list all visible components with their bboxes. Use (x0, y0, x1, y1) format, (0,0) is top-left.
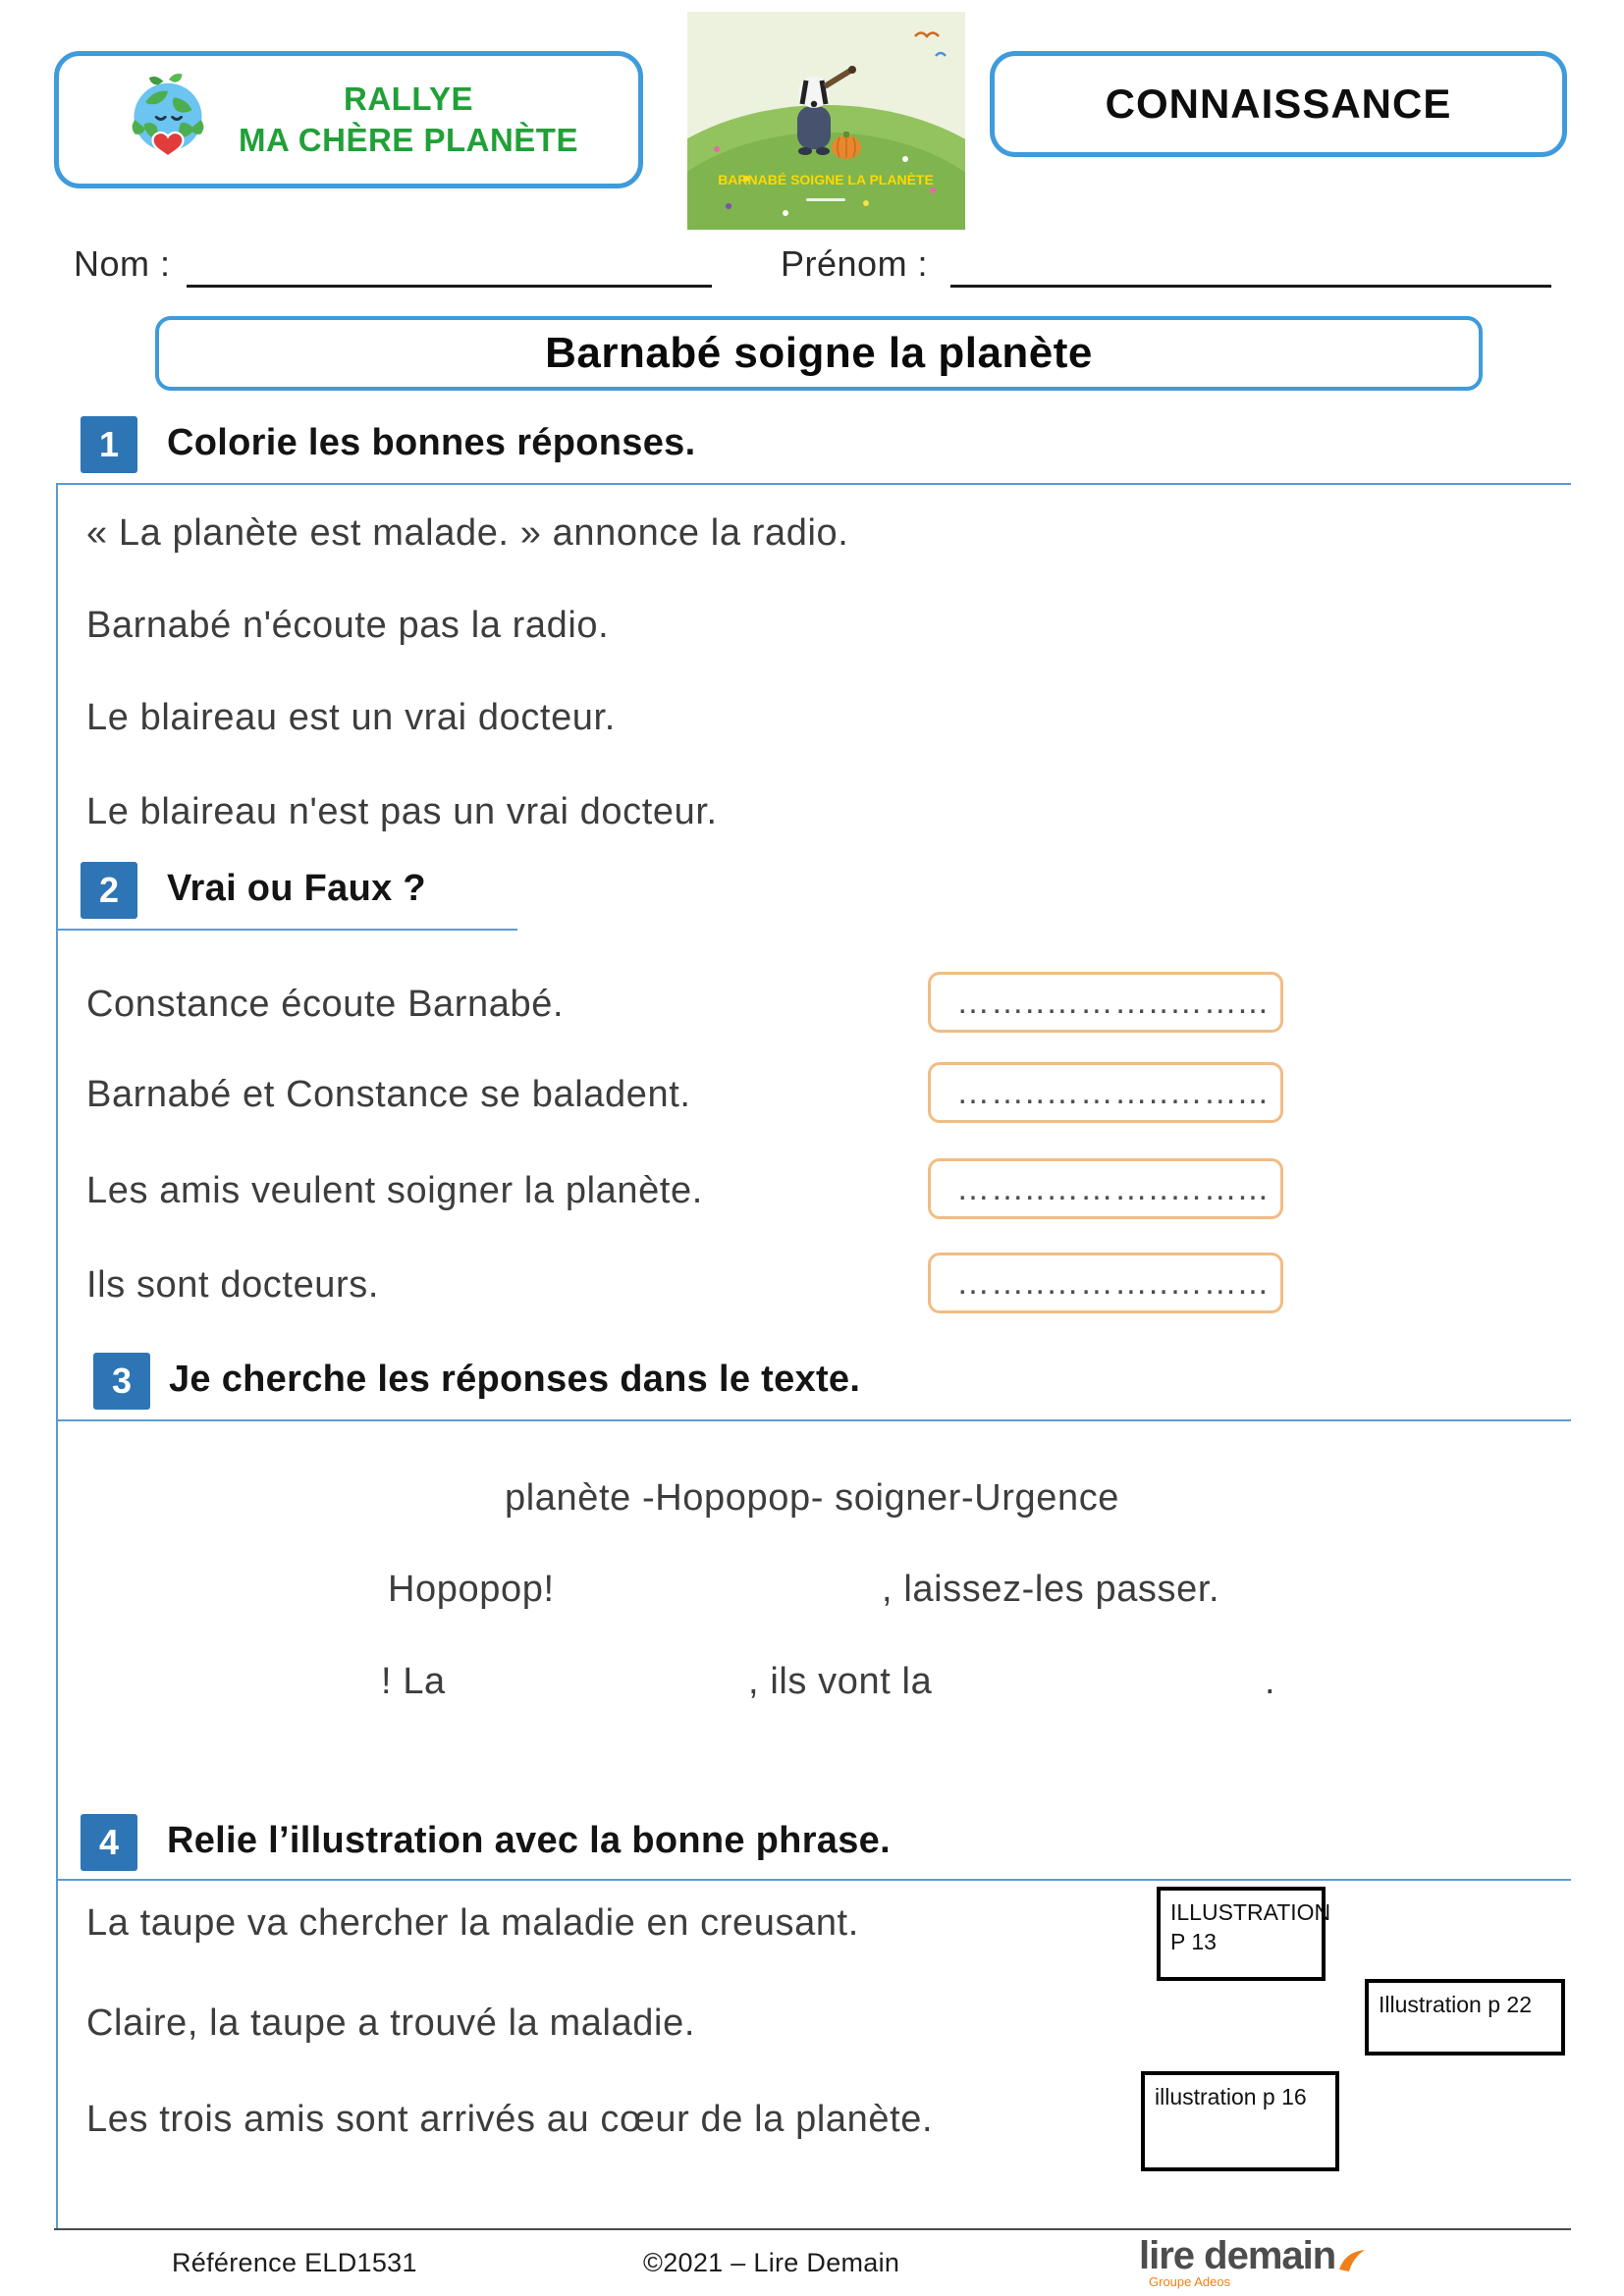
section1-statement-2: Barnabé n'écoute pas la radio. (86, 605, 610, 646)
answer-box-3 (928, 1158, 1283, 1219)
rallye-badge (54, 51, 643, 188)
fill-line2-middle: , ils vont la (748, 1661, 933, 1702)
nom-label: Nom : (74, 243, 171, 284)
book-cover-image (687, 12, 965, 230)
illustration-box-p16-line1: illustration p 16 (1155, 2084, 1307, 2109)
section4-rule (56, 1879, 1571, 1881)
prenom-label: Prénom : (781, 243, 929, 284)
section3-rule (56, 1419, 1571, 1421)
left-vertical-rule (56, 483, 58, 2228)
illustration-box-p13-line2: P 13 (1170, 1928, 1217, 1954)
footer-rule (54, 2228, 1571, 2230)
lire-demain-logo-text: lire demain (1139, 2234, 1336, 2277)
section1-statement-3: Le blaireau est un vrai docteur. (86, 697, 616, 738)
section4-sentence-1: La taupe va chercher la maladie en creusant. (86, 1902, 859, 1944)
nom-field-line (187, 248, 712, 288)
prenom-field-line (950, 248, 1551, 288)
connaissance-badge (990, 51, 1567, 157)
section2-rule (56, 929, 517, 931)
illustration-box-p13-line1: ILLUSTRATION (1170, 1899, 1331, 1925)
illustration-box-p13 (1157, 1887, 1331, 1981)
fill-line2-start: ! La (381, 1661, 446, 1702)
section4-sentence-2: Claire, la taupe a trouvé la maladie. (86, 2002, 695, 2044)
section2-statement-1: Constance écoute Barnabé. (86, 984, 565, 1025)
lire-demain-logo-subtext: Groupe Adeos (1149, 2274, 1231, 2289)
answer-dots: ……..………..……... (956, 1169, 1270, 1207)
section1-rule (56, 483, 1571, 485)
section1-statement-4: Le blaireau n'est pas un vrai docteur. (86, 791, 718, 832)
section2-heading: Vrai ou Faux ? (167, 868, 426, 909)
worksheet-title-box (155, 316, 1483, 391)
rallye-title-line2: MA CHÈRE PLANÈTE (239, 122, 578, 158)
lire-demain-logo (1139, 2234, 1367, 2289)
answer-box-4 (928, 1253, 1283, 1313)
section4-number: 4 (81, 1814, 137, 1871)
fill-line1-rest: , laissez-les passer. (882, 1569, 1220, 1610)
logo-leaf-icon (1337, 2248, 1367, 2273)
rallye-badge-text (239, 80, 578, 159)
section1-heading: Colorie les bonnes réponses. (167, 422, 696, 463)
fill-line1-word: Hopopop! (388, 1569, 555, 1610)
section3-heading: Je cherche les réponses dans le texte. (169, 1359, 861, 1400)
earth-heart-icon (119, 71, 217, 169)
answer-box-2 (928, 1062, 1283, 1123)
section4-heading: Relie l’illustration avec la bonne phrase. (167, 1820, 891, 1861)
footer-reference: Référence ELD1531 (172, 2248, 417, 2277)
section1-statement-1: « La planète est malade. » annonce la radio. (86, 512, 849, 554)
answer-dots: ……..………..……... (956, 1073, 1270, 1111)
rallye-title-line1: RALLYE (344, 80, 473, 117)
section3-number: 3 (93, 1353, 150, 1410)
illustration-box-p22 (1365, 1979, 1565, 2056)
section4-sentence-3: Les trois amis sont arrivés au cœur de la planète. (86, 2099, 934, 2140)
worksheet-title: Barnabé soigne la planète (545, 329, 1093, 377)
book-cover-title: BARNABÉ SOIGNE LA PLANÈTE (718, 172, 934, 187)
section1-number: 1 (81, 416, 137, 473)
footer-copyright: ©2021 – Lire Demain (643, 2248, 900, 2277)
fill-line2-end: . (1265, 1661, 1276, 1702)
section2-statement-3: Les amis veulent soigner la planète. (86, 1170, 703, 1211)
section2-statement-2: Barnabé et Constance se baladent. (86, 1074, 691, 1115)
answer-dots: ……..………..……... (956, 983, 1270, 1021)
answer-box-1 (928, 972, 1283, 1033)
connaissance-label: CONNAISSANCE (1105, 80, 1452, 127)
illustration-box-p22-line1: Illustration p 22 (1379, 1992, 1532, 2017)
section2-number: 2 (81, 862, 137, 919)
word-bank: planète -Hopopop- soigner-Urgence (504, 1477, 1120, 1519)
section2-statement-4: Ils sont docteurs. (86, 1264, 380, 1306)
answer-dots: ……..………..……... (956, 1263, 1270, 1302)
illustration-box-p16 (1141, 2071, 1339, 2171)
